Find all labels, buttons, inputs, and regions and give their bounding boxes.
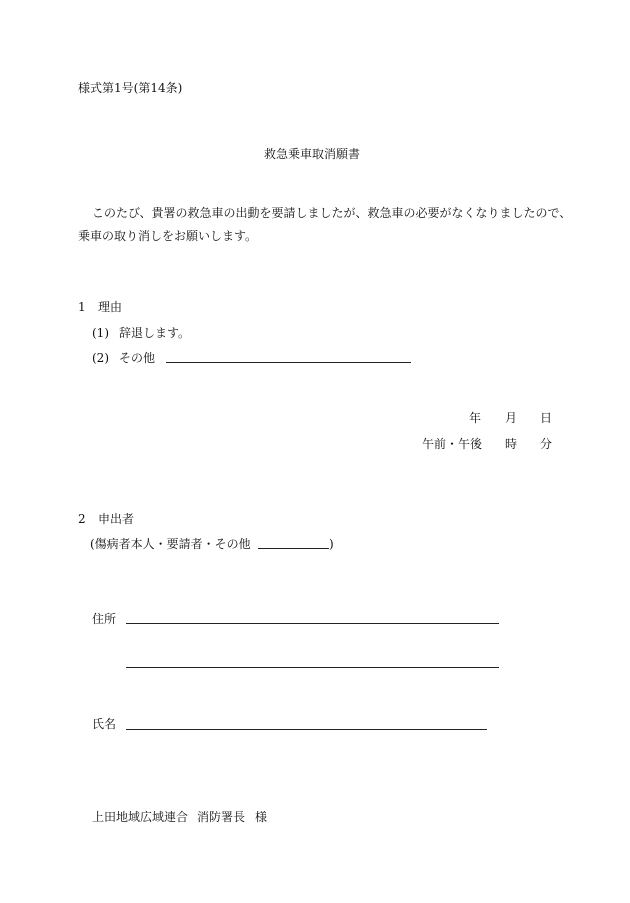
- reason-heading: 理由: [98, 300, 123, 314]
- date-year-label: 年: [469, 411, 482, 425]
- applicant-heading-number: 2: [78, 512, 86, 526]
- name-label: 氏名: [92, 717, 117, 731]
- intro-line-1: このたび、貴署の救急車の出動を要請しましたが、救急車の必要がなくなりましたので、: [92, 206, 572, 220]
- date-month-label: 月: [505, 411, 518, 425]
- date-day-label: 日: [540, 411, 553, 425]
- reason-item-2-label: その他: [119, 351, 156, 365]
- reason-item-1-number: (1): [92, 326, 109, 340]
- relation-other-field[interactable]: [258, 548, 329, 549]
- reason-item-2-number: (2): [92, 351, 109, 365]
- reason-heading-number: 1: [78, 300, 86, 314]
- page-title: 救急乗車取消願書: [264, 147, 361, 161]
- addressee-title: 消防署長: [197, 810, 246, 824]
- other-reason-field[interactable]: [166, 362, 411, 363]
- time-hour-label: 時: [505, 437, 518, 451]
- intro-line-2: 乗車の取り消しをお願いします。: [78, 229, 258, 243]
- addressee-org: 上田地域広域連合: [92, 810, 189, 824]
- reason-item-1-label: 辞退します。: [119, 326, 191, 340]
- addressee-honorific: 様: [255, 810, 268, 824]
- address-label: 住所: [92, 612, 117, 626]
- address-field-line-1[interactable]: [126, 623, 499, 624]
- applicant-relation-options: (傷病者本人・要請者・その他: [90, 537, 251, 551]
- form-number: 様式第1号(第14条): [78, 81, 183, 95]
- time-ampm-label: 午前・午後: [422, 437, 483, 451]
- relation-close-paren: ): [329, 537, 334, 551]
- applicant-heading: 申出者: [98, 512, 135, 526]
- time-minute-label: 分: [540, 437, 553, 451]
- address-field-line-2[interactable]: [126, 667, 499, 668]
- name-field[interactable]: [126, 729, 487, 730]
